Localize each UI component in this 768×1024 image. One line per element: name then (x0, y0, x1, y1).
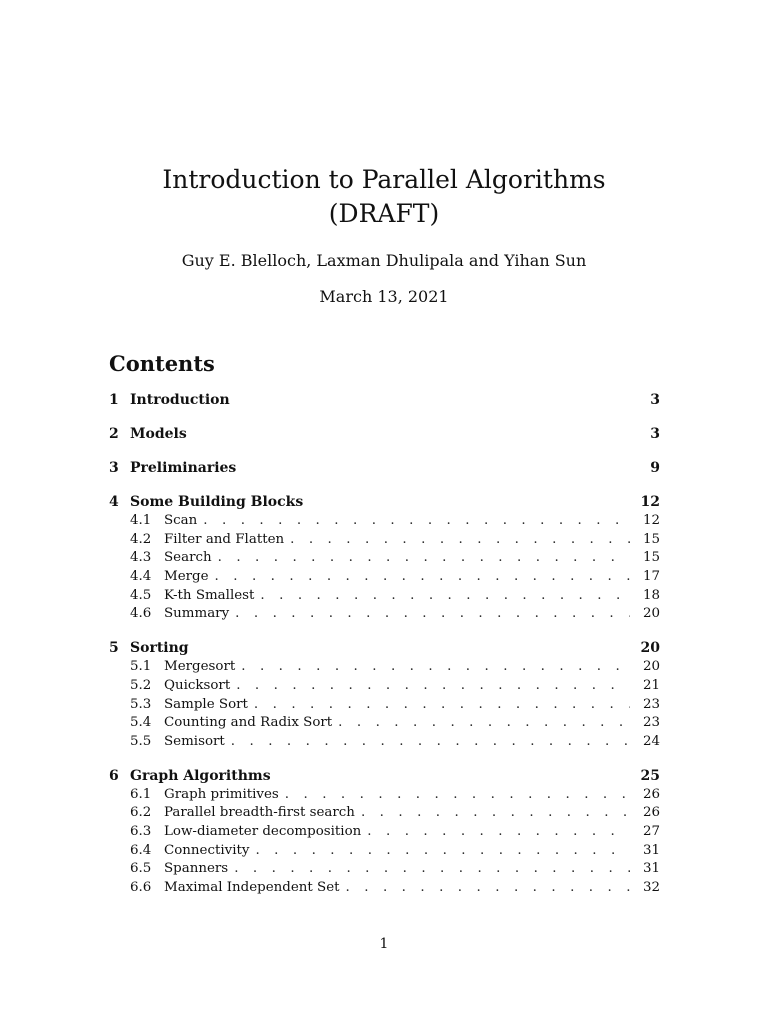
toc-subsection-page: 31 (642, 861, 660, 877)
dot-leader (290, 531, 630, 550)
toc-section-page: 12 (640, 494, 660, 510)
toc-subsection-page: 26 (642, 805, 660, 821)
toc-subsection-entry[interactable] (109, 733, 660, 752)
toc-subsection-entry[interactable] (109, 804, 660, 823)
dot-leader (260, 587, 630, 606)
toc-subsection-entry[interactable] (109, 677, 660, 696)
toc-section-entry[interactable] (109, 766, 660, 786)
toc-subsection-number: 6.6 (130, 880, 152, 895)
toc-subsection-number: 6.3 (130, 823, 152, 839)
dot-leader (361, 804, 630, 823)
toc-subsection-page: 27 (642, 823, 660, 839)
toc-subsection-number: 4.2 (130, 531, 152, 547)
page-number: 1 (379, 936, 389, 952)
dot-leader (234, 860, 630, 879)
toc-subsection-entry[interactable] (109, 823, 660, 842)
toc-subsection-page: 20 (642, 659, 660, 675)
document-title-line2: (DRAFT) (328, 199, 440, 228)
toc-subsection-entry[interactable] (109, 512, 660, 531)
toc-subsection-number: 6.1 (130, 786, 152, 802)
toc-section-entry[interactable] (109, 638, 660, 658)
dot-leader (285, 786, 630, 805)
toc-subsection-title: K-th Smallest (164, 587, 255, 603)
toc-section-number: 3 (109, 460, 119, 476)
toc-subsection-entry[interactable] (109, 549, 660, 568)
toc-subsection-entry[interactable] (109, 658, 660, 677)
toc-section-number: 5 (109, 640, 119, 657)
toc-subsection-number: 5.2 (130, 677, 152, 693)
toc-subsection-number: 5.5 (130, 733, 152, 749)
toc-subsection-title: Low-diameter decomposition (164, 823, 362, 839)
toc-section-title: Models (130, 426, 187, 442)
table-of-contents (109, 390, 660, 912)
toc-section-number: 1 (109, 392, 119, 408)
toc-subsection-title: Search (164, 550, 212, 566)
toc-subsection-page: 32 (642, 880, 660, 895)
document-date: March 13, 2021 (319, 287, 449, 306)
toc-subsection-page: 12 (642, 513, 660, 528)
toc-subsection-entry[interactable] (109, 587, 660, 606)
toc-section (109, 424, 660, 444)
toc-section-page: 3 (650, 426, 660, 442)
toc-subsection-title: Parallel breadth-first search (164, 805, 355, 821)
toc-subsection-number: 6.5 (130, 861, 152, 877)
toc-section-page: 3 (650, 392, 660, 408)
toc-subsection-number: 6.2 (130, 805, 152, 821)
toc-subsection-title: Summary (164, 606, 230, 622)
toc-subsection-entry[interactable] (109, 842, 660, 861)
dot-leader (236, 677, 630, 696)
toc-subsection-number: 5.4 (130, 715, 152, 731)
toc-section (109, 638, 660, 751)
toc-subsection-entry[interactable] (109, 696, 660, 715)
toc-section-number: 6 (109, 767, 119, 784)
toc-subsection-number: 4.1 (130, 513, 152, 528)
contents-heading: Contents (109, 351, 215, 376)
dot-leader (255, 842, 630, 861)
toc-section-page: 25 (640, 767, 660, 784)
toc-subsection-page: 20 (642, 606, 660, 622)
toc-section-title: Some Building Blocks (130, 494, 304, 510)
toc-subsection-title: Connectivity (164, 842, 250, 858)
dot-leader (215, 568, 630, 587)
toc-subsection-title: Sample Sort (164, 696, 248, 712)
toc-subsection-title: Quicksort (164, 677, 231, 693)
toc-subsection-number: 5.3 (130, 696, 152, 712)
toc-subsection-title: Filter and Flatten (164, 531, 285, 547)
toc-subsection-page: 17 (642, 569, 660, 585)
toc-subsection-title: Graph primitives (164, 786, 279, 802)
toc-section (109, 390, 660, 410)
toc-section-title: Introduction (130, 392, 230, 408)
toc-subsection-entry[interactable] (109, 531, 660, 550)
toc-subsection-page: 15 (642, 550, 660, 566)
toc-subsection-entry[interactable] (109, 879, 660, 898)
toc-subsection-title: Maximal Independent Set (164, 880, 340, 895)
toc-subsection-page: 31 (642, 842, 660, 858)
toc-subsection-title: Counting and Radix Sort (164, 715, 333, 731)
toc-subsection-page: 23 (642, 696, 660, 712)
toc-section-entry[interactable] (109, 458, 660, 478)
toc-subsection-page: 23 (642, 715, 660, 731)
toc-section-entry[interactable] (109, 492, 660, 512)
authors: Guy E. Blelloch, Laxman Dhulipala and Yihan Sun (181, 251, 587, 270)
toc-subsection-number: 5.1 (130, 659, 152, 675)
toc-subsection-number: 6.4 (130, 842, 152, 858)
toc-subsection-page: 18 (642, 587, 660, 603)
toc-section (109, 766, 660, 898)
toc-subsection-number: 4.4 (130, 569, 152, 585)
toc-subsection-title: Semisort (164, 733, 225, 749)
toc-section-page: 20 (640, 640, 660, 657)
toc-section (109, 492, 660, 624)
toc-subsection-title: Merge (164, 569, 209, 585)
toc-subsection-title: Spanners (164, 861, 229, 877)
dot-leader (338, 714, 630, 733)
toc-subsection-page: 21 (642, 677, 660, 693)
toc-section-number: 2 (109, 426, 119, 442)
toc-subsection-entry[interactable] (109, 860, 660, 879)
dot-leader (218, 549, 630, 568)
toc-section-entry[interactable] (109, 424, 660, 444)
toc-subsection-page: 26 (642, 786, 660, 802)
toc-subsection-page: 24 (642, 733, 660, 749)
toc-section-entry[interactable] (109, 390, 660, 410)
dot-leader (235, 605, 630, 624)
toc-section-title: Graph Algorithms (130, 767, 271, 784)
dot-leader (241, 658, 630, 677)
dot-leader (367, 823, 630, 842)
toc-subsection-entry[interactable] (109, 568, 660, 587)
document-title-line1: Introduction to Parallel Algorithms (162, 165, 606, 194)
toc-subsection-page: 15 (642, 531, 660, 547)
toc-subsection-title: Scan (164, 513, 198, 528)
title-block (0, 163, 768, 231)
dot-leader (346, 879, 630, 898)
dot-leader (231, 733, 630, 752)
toc-subsection-number: 4.6 (130, 606, 152, 622)
toc-subsection-number: 4.5 (130, 587, 152, 603)
dot-leader (254, 696, 630, 715)
toc-section-title: Preliminaries (130, 460, 237, 476)
toc-section-number: 4 (109, 494, 119, 510)
toc-section-title: Sorting (130, 640, 189, 657)
toc-section (109, 458, 660, 478)
toc-subsection-entry[interactable] (109, 605, 660, 624)
toc-subsection-number: 4.3 (130, 550, 152, 566)
toc-section-page: 9 (650, 460, 660, 476)
dot-leader (203, 512, 630, 531)
toc-subsection-title: Mergesort (164, 659, 236, 675)
toc-subsection-entry[interactable] (109, 786, 660, 805)
toc-subsection-entry[interactable] (109, 714, 660, 733)
